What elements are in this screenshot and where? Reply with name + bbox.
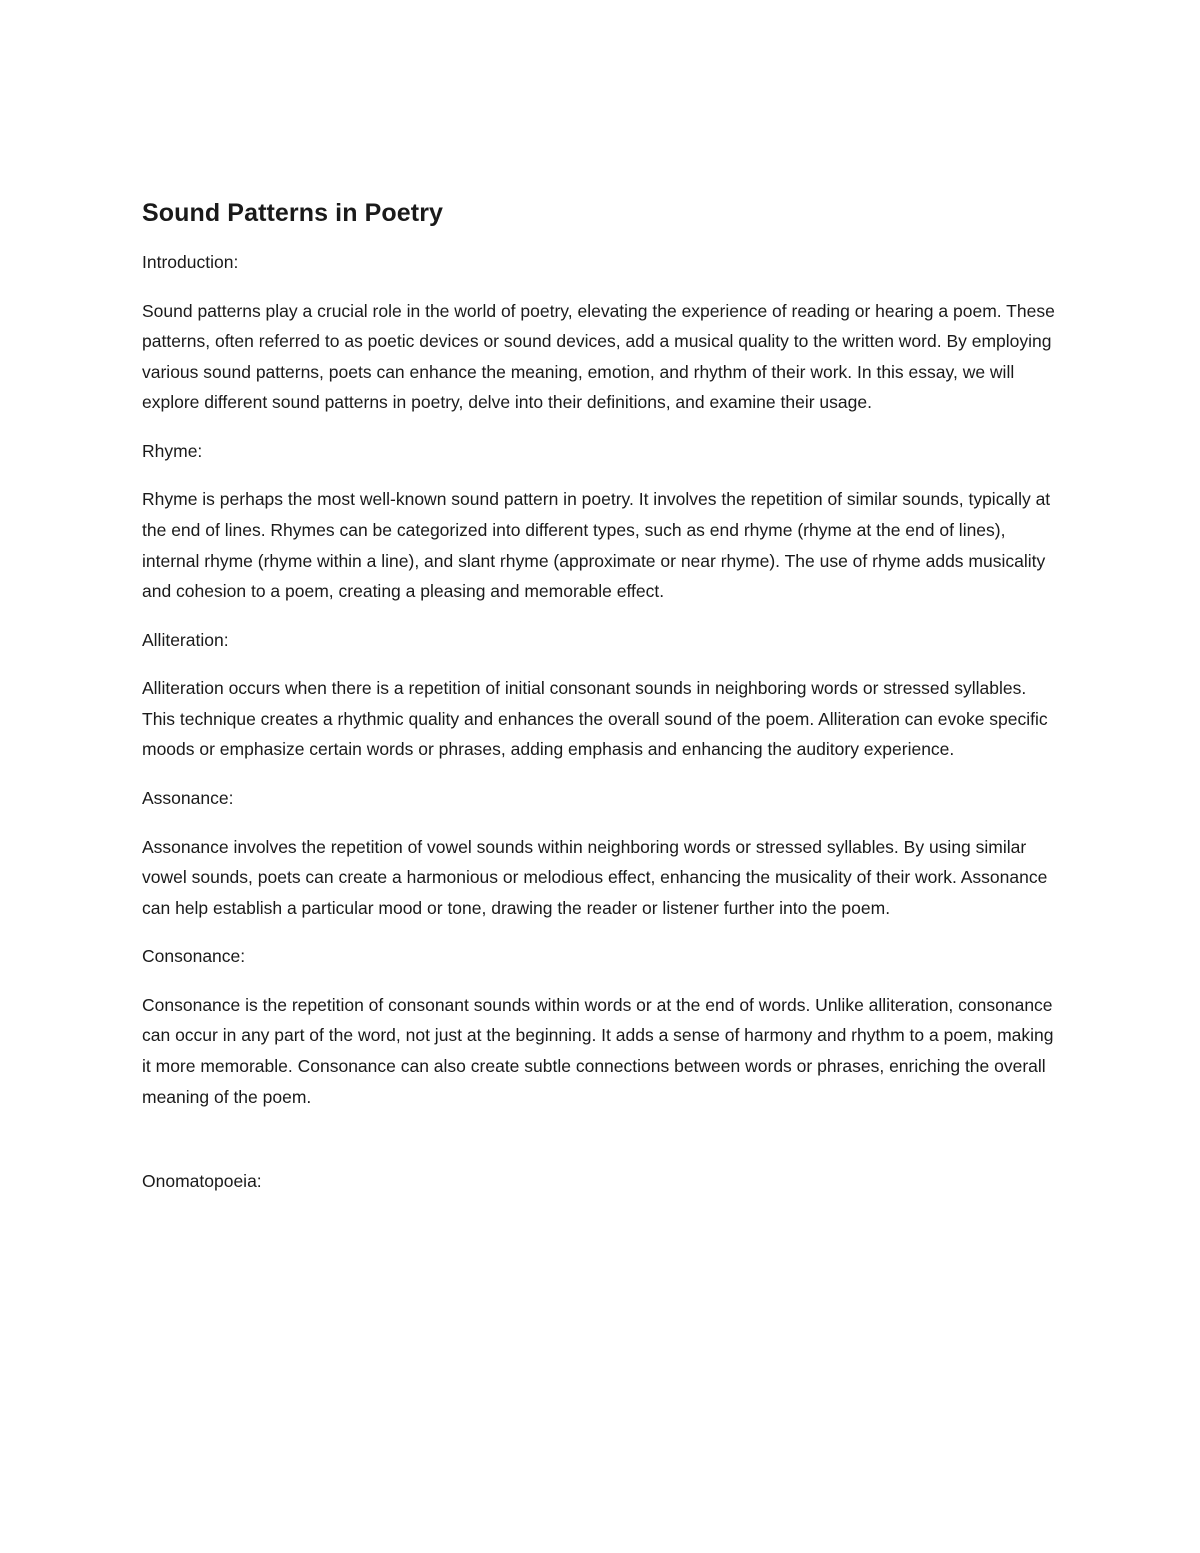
section-heading-alliteration: Alliteration: <box>142 629 229 650</box>
section-heading-onomatopoeia: Onomatopoeia: <box>142 1171 262 1192</box>
section-body-introduction: Sound patterns play a crucial role in the world of poetry, elevating the experience of reading or hearing a poem. These patterns, often referred to as poetic devices or sound devices, add a musical quality to the written word. By employing various sound patterns, poets can enhance the meaning, emotion, and rhythm of their work. In this essay, we will explore different sound patterns in poetry, delve into their definitions, and examine their usage. <box>142 300 1055 413</box>
section-heading-introduction: Introduction: <box>142 252 239 272</box>
blank-line-spacer <box>142 1130 1062 1166</box>
document-content <box>142 196 1062 1215</box>
section-heading-rhyme: Rhyme: <box>142 440 203 461</box>
page-title: Sound Patterns in Poetry <box>142 199 444 227</box>
section-body-alliteration: Alliteration occurs when there is a repetition of initial consonant sounds in neighboring words or stressed syllables. This technique creates a rhythmic quality and enhances the overall sound of the poem. Alliteration can evoke specific moods or emphasize certain words or phrases, adding emphasis and enhancing the auditory experience. <box>142 678 1048 760</box>
section-body-assonance: Assonance involves the repetition of vowel sounds within neighboring words or stressed syllables. By using similar vowel sounds, poets can create a harmonious or melodious effect, enhancing the musicality of their work. Assonance can help establish a particular mood or tone, drawing the reader or listener further into the poem. <box>142 836 1048 918</box>
section-body-consonance: Consonance is the repetition of consonant sounds within words or at the end of words. Unlike alliteration, consonance can occur in any part of the word, not just at the beginning. It adds a sense of harmony and rhythm to a poem, making it more memorable. Consonance can also create subtle connections between words or phrases, enriching the overall meaning of the poem. <box>142 994 1054 1107</box>
section-body-rhyme: Rhyme is perhaps the most well-known sound pattern in poetry. It involves the repetition of similar sounds, typically at the end of lines. Rhymes can be categorized into different types, such as end rhyme (rhyme at the end of lines), internal rhyme (rhyme within a line), and slant rhyme (approximate or near rhyme). The use of rhyme adds musicality and cohesion to a poem, creating a pleasing and memorable effect. <box>142 489 1051 602</box>
section-heading-consonance: Consonance: <box>142 946 246 967</box>
section-heading-assonance: Assonance: <box>142 788 234 809</box>
